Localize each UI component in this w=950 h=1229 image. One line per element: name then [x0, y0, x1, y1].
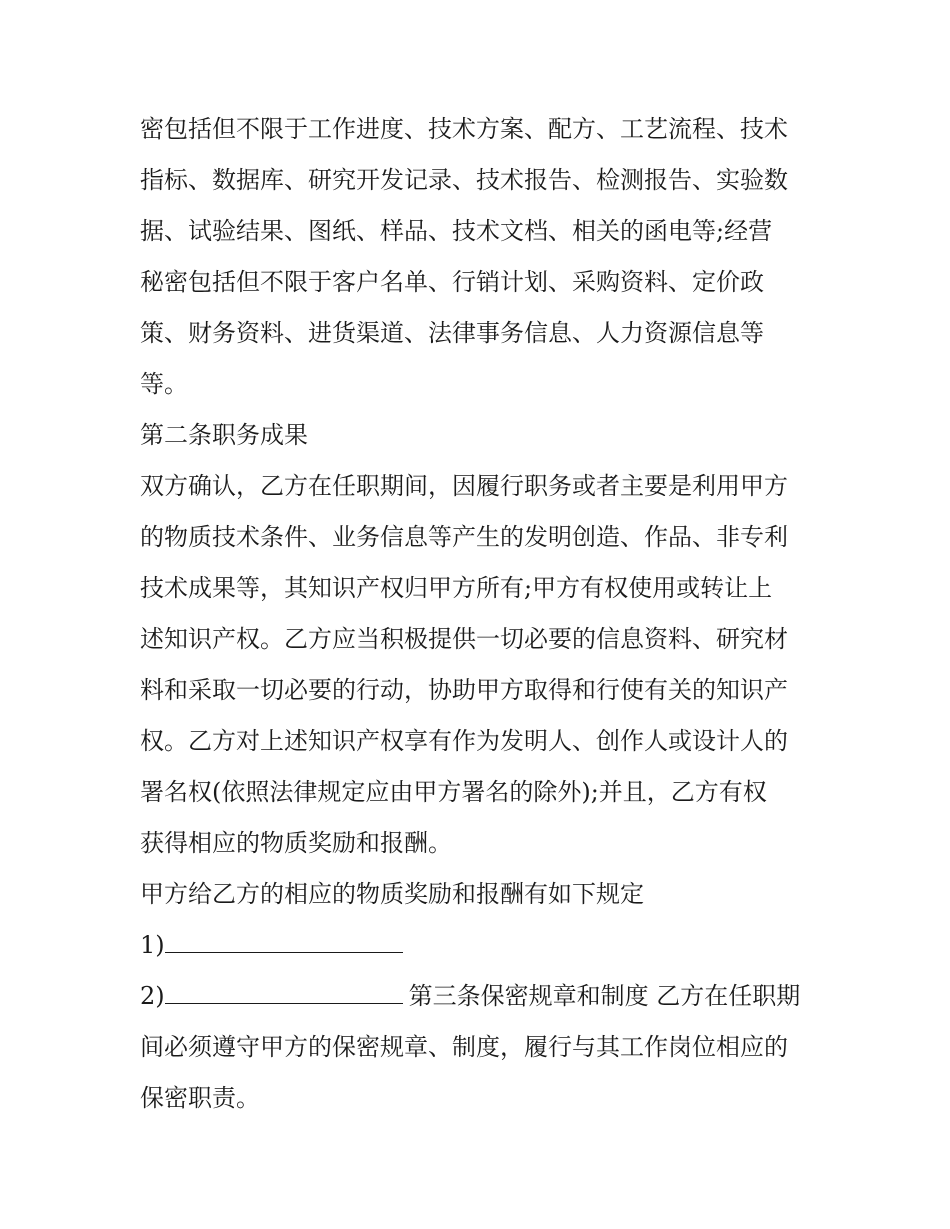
list-item-1-number: 1)	[140, 931, 165, 959]
body-line-16: 甲方给乙方的相应的物质奖励和报酬有如下规定	[140, 880, 644, 908]
body-line-10: 技术成果等，其知识产权归甲方所有;甲方有权使用或转让上	[140, 574, 773, 602]
body-line-4: 秘密包括但不限于客户名单、行销计划、采购资料、定价政	[140, 268, 764, 296]
body-line-5: 策、财务资料、进货渠道、法律事务信息、人力资源信息等	[140, 319, 764, 347]
section-heading: 第二条职务成果	[140, 421, 308, 449]
body-line-11: 述知识产权。乙方应当积极提供一切必要的信息资料、研究材	[140, 625, 788, 653]
list-item-2	[140, 971, 820, 1022]
fill-in-blank-1[interactable]	[165, 930, 403, 953]
body-line-14: 署名权(依照法律规定应由甲方署名的除外);并且，乙方有权	[140, 778, 767, 806]
list-item-2-number: 2)	[140, 982, 165, 1010]
body-line-12: 料和采取一切必要的行动，协助甲方取得和行使有关的知识产	[140, 676, 788, 704]
body-line-3: 据、试验结果、图纸、样品、技术文档、相关的函电等;经营	[140, 217, 773, 245]
body-line-15: 获得相应的物质奖励和报酬。	[140, 829, 452, 857]
body-line-13: 权。乙方对上述知识产权享有作为发明人、创作人或设计人的	[140, 727, 788, 755]
document-page	[140, 104, 820, 1124]
body-line-19: 间必须遵守甲方的保密规章、制度，履行与其工作岗位相应的	[140, 1033, 788, 1061]
body-line-1: 密包括但不限于工作进度、技术方案、配方、工艺流程、技术	[140, 115, 788, 143]
list-item-1	[140, 920, 820, 971]
body-line-20: 保密职责。	[140, 1084, 260, 1112]
list-item-2-text: 第三条保密规章和制度 乙方在任职期	[408, 982, 801, 1010]
body-line-9: 的物质技术条件、业务信息等产生的发明创造、作品、非专利	[140, 523, 788, 551]
body-line-8: 双方确认，乙方在任职期间，因履行职务或者主要是利用甲方	[140, 472, 788, 500]
body-line-2: 指标、数据库、研究开发记录、技术报告、检测报告、实验数	[140, 166, 788, 194]
body-line-6: 等。	[140, 370, 188, 398]
fill-in-blank-2[interactable]	[165, 981, 403, 1004]
